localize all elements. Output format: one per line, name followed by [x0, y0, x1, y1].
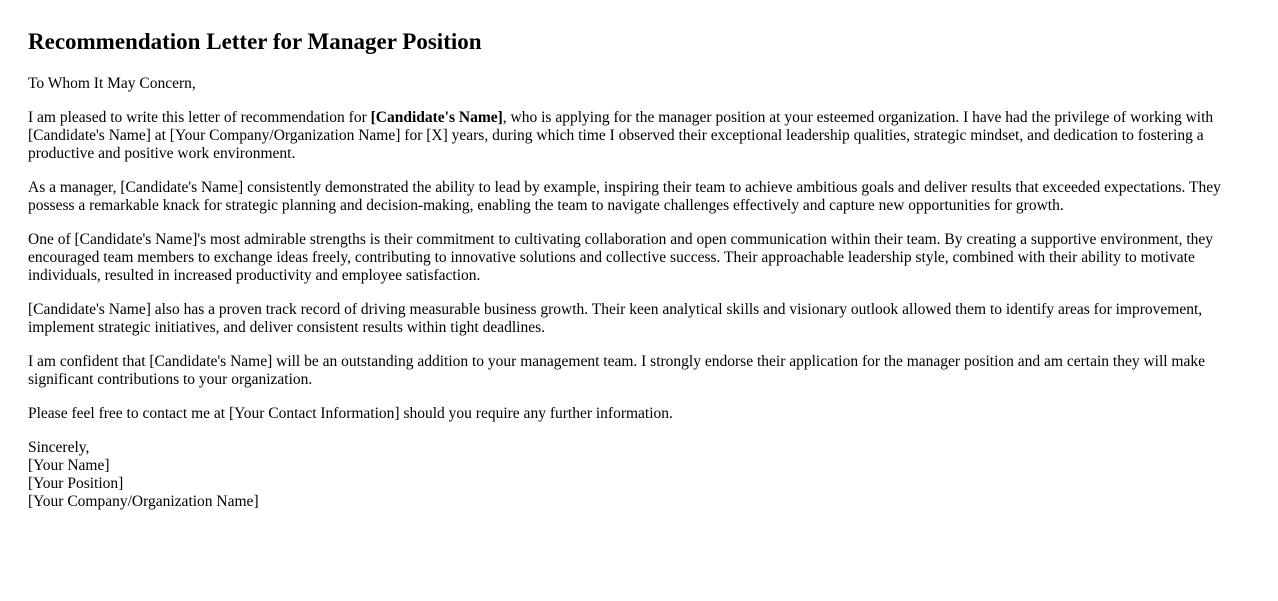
paragraph-endorsement: I am confident that [Candidate's Name] will be an outstanding addition to your management team. I strongly endorse their application for the manager position and am certain they will make significant contributions to your organization. — [28, 353, 1206, 388]
intro-text-before: I am pleased to write this letter of recommendation for — [28, 109, 371, 126]
page-title: Recommendation Letter for Manager Position — [28, 29, 482, 54]
letter-closing — [28, 439, 1250, 511]
paragraph-leadership: As a manager, [Candidate's Name] consistently demonstrated the ability to lead by example, inspiring their team to achieve ambitious goals and deliver results that exceeded expectations. They possess a remarkable knack for strategic planning and decision-making, enabling the team to navigate challenges effectively and capture new opportunities for growth. — [28, 179, 1221, 214]
candidate-name-bold: [Candidate's Name] — [370, 109, 503, 126]
paragraph-intro — [28, 109, 1250, 163]
signoff: Sincerely, — [28, 439, 90, 456]
salutation: To Whom It May Concern, — [28, 75, 196, 92]
signer-name: [Your Name] — [28, 457, 110, 474]
paragraph-growth: [Candidate's Name] also has a proven track record of driving measurable business growth. Their keen analytical skills and visionary outlook allowed them to identify areas for improvement, implement strategic initiatives, and deliver consistent results within tight deadlines. — [28, 301, 1203, 336]
signer-company: [Your Company/Organization Name] — [28, 493, 259, 510]
signer-position: [Your Position] — [28, 475, 124, 492]
paragraph-contact: Please feel free to contact me at [Your Contact Information] should you require any further information. — [28, 405, 673, 422]
paragraph-collaboration: One of [Candidate's Name]'s most admirable strengths is their commitment to cultivating collaboration and open communication within their team. By creating a supportive environment, they encouraged team members to exchange ideas freely, contributing to innovative solutions and collective success. Their approachable leadership style, combined with their ability to motivate individuals, resulted in increased productivity and employee satisfaction. — [28, 231, 1214, 284]
intro-text-after: , who is applying for the manager position at your esteemed organization. I have had the privilege of working with [Candidate's Name] at [Your Company/Organization Name] for [X] years, during which time I observed their exceptional leadership qualities, strategic mindset, and dedication to fostering a productive and positive work environment. — [28, 109, 1214, 162]
